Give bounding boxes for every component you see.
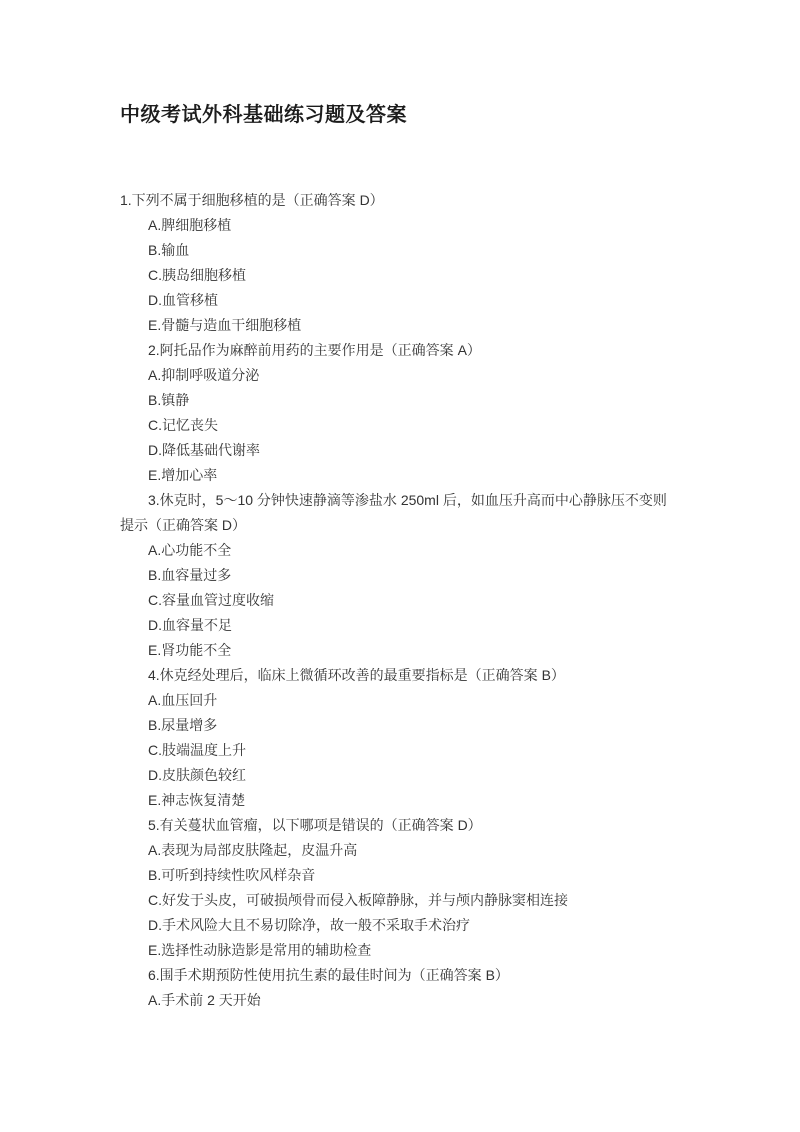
question-stem: 6.围手术期预防性使用抗生素的最佳时间为（正确答案 B） bbox=[148, 967, 509, 983]
question-option: A.手术前 2 天开始 bbox=[148, 992, 261, 1008]
page-title: 中级考试外科基础练习题及答案 bbox=[120, 104, 407, 126]
question-option: E.肾功能不全 bbox=[148, 642, 232, 658]
question-option: B.尿量增多 bbox=[148, 717, 218, 733]
question-option: A.血压回升 bbox=[148, 692, 218, 708]
question-option: E.神志恢复清楚 bbox=[148, 792, 246, 808]
question-option: C.容量血管过度收缩 bbox=[148, 592, 274, 608]
question-option: A.表现为局部皮肤隆起，皮温升高 bbox=[148, 842, 358, 858]
question-list bbox=[120, 188, 678, 1013]
question-option: B.镇静 bbox=[148, 392, 190, 408]
question-option: B.血容量过多 bbox=[148, 567, 232, 583]
question-option: D.皮肤颜色较红 bbox=[148, 767, 246, 783]
question-option: E.骨髓与造血干细胞移植 bbox=[148, 317, 302, 333]
question-stem: 5.有关蔓状血管瘤，以下哪项是错误的（正确答案 D） bbox=[148, 817, 482, 833]
question-option: D.降低基础代谢率 bbox=[148, 442, 260, 458]
question-option: E.增加心率 bbox=[148, 467, 218, 483]
question-option: C.胰岛细胞移植 bbox=[148, 267, 246, 283]
question-stem: 1.下列不属于细胞移植的是（正确答案 D） bbox=[120, 192, 384, 208]
question-stem: 3.休克时，5～10 分钟快速静滴等渗盐水 250ml 后，如血压升高而中心静脉压不变则提示（正确答案 D） bbox=[120, 492, 667, 533]
question-option: A.脾细胞移植 bbox=[148, 217, 232, 233]
question-stem: 4.休克经处理后，临床上微循环改善的最重要指标是（正确答案 B） bbox=[148, 667, 565, 683]
question-stem: 2.阿托品作为麻醉前用药的主要作用是（正确答案 A） bbox=[148, 342, 481, 358]
question-option: A.抑制呼吸道分泌 bbox=[148, 367, 260, 383]
question-option: B.可听到持续性吹风样杂音 bbox=[148, 867, 316, 883]
question-option: D.血管移植 bbox=[148, 292, 218, 308]
question-option: C.肢端温度上升 bbox=[148, 742, 246, 758]
question-option: E.选择性动脉造影是常用的辅助检查 bbox=[148, 942, 372, 958]
question-option: C.记忆丧失 bbox=[148, 417, 218, 433]
question-option: D.血容量不足 bbox=[148, 617, 232, 633]
question-option: D.手术风险大且不易切除净，故一般不采取手术治疗 bbox=[148, 917, 470, 933]
question-option: A.心功能不全 bbox=[148, 542, 232, 558]
question-option: B.输血 bbox=[148, 242, 190, 258]
question-option: C.好发于头皮，可破损颅骨而侵入板障静脉，并与颅内静脉窦相连接 bbox=[148, 892, 568, 908]
